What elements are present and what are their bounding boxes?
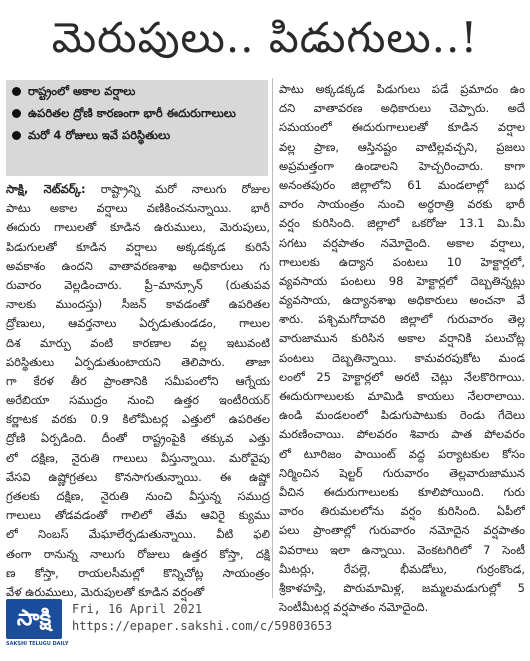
article-line: వ్యవసాయ, ఉద్యానశాఖ అధికారులు అంచనా వే	[279, 293, 525, 308]
logo-subtitle: SAKSHI TELUGU DAILY	[6, 641, 69, 647]
highlight-item	[6, 126, 268, 145]
article-line: కర్ణాటక వరకు 0.9 కిలోమీటర్ల ఎత్తులో ఉపరితల	[6, 412, 270, 427]
footer-meta	[72, 601, 332, 635]
footer	[0, 599, 530, 661]
article-line: శారు. పశ్చిమగోదావరి జిల్లాలో గురువారం తెల్ల	[279, 312, 525, 327]
article-line: ద్రోణులు, ఆవర్తనాలు ఏర్పడుతుండడం, గాలుల	[6, 316, 270, 331]
article-column-left	[6, 180, 270, 602]
article-line: గ్రతలకు దక్షిణ, నైరుతి నుంచి వీస్తున్న సముద్ర	[6, 489, 270, 503]
article-line: దిశ మార్పు వంటి కారణాల వల్ల ఇటువంటి	[6, 335, 270, 350]
article-line: పాటు అక్కడక్కడ పిడుగులు పడే ప్రమాదం ఉం	[279, 82, 525, 96]
article-line: లో నింబస్ మేఘాలేర్పడుతున్నాయి. వీటి ఫలి	[6, 527, 270, 542]
article-line: వేసవి ఉష్ణోగ్రతలు కొనసాగుతున్నాయి. ఈ ఉష్ణో	[6, 469, 270, 484]
article-line: వీచిన ఈదురుగాలులకు కూలిపోయింది. గురు	[279, 484, 525, 499]
article-line: పిడుగులతో కూడిన వర్షాలు అక్కడక్కడ కురిసే	[6, 239, 270, 254]
highlight-item	[6, 82, 268, 101]
article-line: పలు ప్రాంతాల్లో గురువారం నమోదైన వర్షపాతం	[279, 523, 525, 538]
article-line: వారం సాయంత్రం నుంచి అర్ధరాత్రి వరకు భారీ	[279, 197, 525, 212]
article-line: నిర్మించిన షెల్టర్ గురువారం తెల్లవారుజామున	[279, 465, 525, 480]
highlight-text: రాష్ట్రంలో అకాల వర్షాలు	[28, 84, 136, 98]
article-line: వారం తిరుమలలోను వర్షం కురిసింది. ఏపీలో	[279, 504, 525, 519]
article-line: వివరాలు ఇలా ఉన్నాయి. వెంకటగిరిలో 7 సెంటీ	[279, 542, 525, 557]
article-line: గా కేరళ తీర ప్రాంతానికి సమీపంలోని ఆగ్నేయ	[6, 373, 270, 388]
bullet-icon	[12, 109, 21, 118]
epaper-url[interactable]: https://epaper.sakshi.com/c/59803653	[72, 619, 333, 633]
article-line: మరణించాయి. పోలవరం శివారు పాత పోలవరం	[279, 427, 525, 442]
article-line: వారుజామున కురిసిన అకాల వర్షానికి పలుచోట్ల	[279, 331, 525, 346]
article-line: వర్షం కురిసింది. జిల్లాలో ఒకరోజు 13.1 మి.మీ	[279, 216, 525, 231]
article-line: మీటర్లు, రేపల్లె, భీమడోలు, గుర్రంకొండ,	[279, 561, 525, 576]
article-line: గాలులకు ఉద్యాన పంటలు 10 హెక్టార్లలో,	[279, 254, 525, 269]
highlights-box	[6, 80, 268, 176]
article-line	[6, 180, 270, 199]
headline: మెరుపులు.. పిడుగులు..!	[51, 13, 479, 62]
article-line: పరిస్థితులు ఏర్పడుతుంటాయని తెలిపారు. తాజా	[6, 354, 270, 369]
article-line: ణ కోస్తా, రాయలసీమల్లో కొన్నిచోట్ల సాయంత్రం	[6, 565, 270, 580]
article-line: లో దక్షిణ, నైరుతి గాలులు వీస్తున్నాయి. మరోవైపు	[6, 450, 270, 465]
article-line: వల్ల ప్రాణ, ఆస్తినష్టం వాటిల్లవచ్చని, ప్రజలు	[279, 139, 525, 154]
article-line: నాలకు ముందస్తు) సీజన్ కావడంతో ఉపరితల	[6, 297, 270, 312]
sakshi-logo	[6, 599, 69, 653]
article-line: ఉండి మండలంలో పిడుగుపాటుకు రెండు గేదెలు	[279, 408, 525, 423]
article-line: తంగా రానున్న నాలుగు రోజులు ఉత్తర కోస్తా, దక్షి	[6, 546, 270, 561]
bullet-icon	[12, 87, 21, 96]
article-line: వ్యవసాయ పంటలు 98 హెక్టార్లలో దెబ్బతిన్నట్లు	[279, 273, 525, 288]
article-line: రువారం వెల్లడించారు. ప్రీ–మాన్సూన్ (రుతుపవ	[6, 277, 270, 292]
article-line-text: రాష్ట్రాన్ని మరో నాలుగు రోజుల	[85, 182, 270, 196]
article-line: వేళ ఉరుములు, మెరుపులతో కూడిన వర్షంతో	[6, 584, 205, 599]
article-line: అరేబియా సముద్రం నుంచి ఉత్తర ఇంటీరియర్	[6, 393, 270, 408]
edition-date: Fri, 16 April 2021	[72, 602, 203, 616]
highlight-text: మరో 4 రోజులు ఇవే పరిస్థితులు	[28, 128, 171, 142]
bullet-icon	[12, 131, 21, 140]
article-line: శ్రీకాళహస్తి, పొరుమామిళ్ల, జమ్మలమడుగుల్లో 5	[279, 580, 525, 595]
article-line: అనంతపురం జిల్లాలోని 61 మండలాల్లో బుధ	[279, 177, 525, 192]
article-line: పంటలు దెబ్బతిన్నాయి. కామవరపుకోట మండ	[279, 350, 525, 365]
article-line: ఈదురుగాలులకు మామిడి కాయలు నేలరాలాయి.	[279, 389, 525, 403]
dateline: సాక్షి, నెట్‌వర్క్:	[6, 182, 86, 196]
article-line: గాలులు తోడవడంతో గాలిలో తేమ ఆవిరై క్యుము	[6, 508, 270, 523]
article-column-right	[279, 80, 525, 617]
article-line: అవకాశం ఉందని వాతావరణశాఖ అధికారులు గు	[6, 258, 270, 273]
highlight-item	[6, 104, 268, 123]
article-line: సగటు వర్షపాతం నమోదైంది. అకాల వర్షాలు,	[279, 235, 525, 250]
article-line: పాటు అకాల వర్షాలు వణికించనున్నాయి. భారీ	[6, 201, 270, 216]
highlight-text: ఉపరితల ద్రోణి కారణంగా భారీ ఈదురుగాలులు	[28, 106, 236, 120]
article-line: లంలో 25 హెక్టార్లలో అరటి చెట్లు నేలకొరిగాయి.	[279, 369, 525, 384]
article-line: ద్రోణి ఏర్పడింది. దీంతో రాష్ట్రంపైకి తక్కువ ఎత్తు	[6, 431, 270, 446]
article-line: దని వాతావరణ అధికారులు చెప్పారు. అదే	[279, 101, 525, 116]
logo-mark: సాక్షి	[6, 599, 62, 639]
article-line: సెంటీమీటర్ల వర్షపాతం నమోదైంది.	[279, 600, 429, 615]
article-line: లో టూరిజం పాయింట్ వద్ద పర్యాటకుల కోసం	[279, 446, 525, 461]
article-line: ఈదురు గాలులతో కూడిన ఉరుములు, మెరుపులు,	[6, 220, 270, 235]
article-line: అప్రమత్తంగా ఉండాలని హెచ్చరించారు. కాగా	[279, 158, 525, 173]
article-line: సమయంలో ఈదురుగాలులతో కూడిన వర్షాల	[279, 120, 525, 135]
column-divider	[272, 78, 273, 598]
